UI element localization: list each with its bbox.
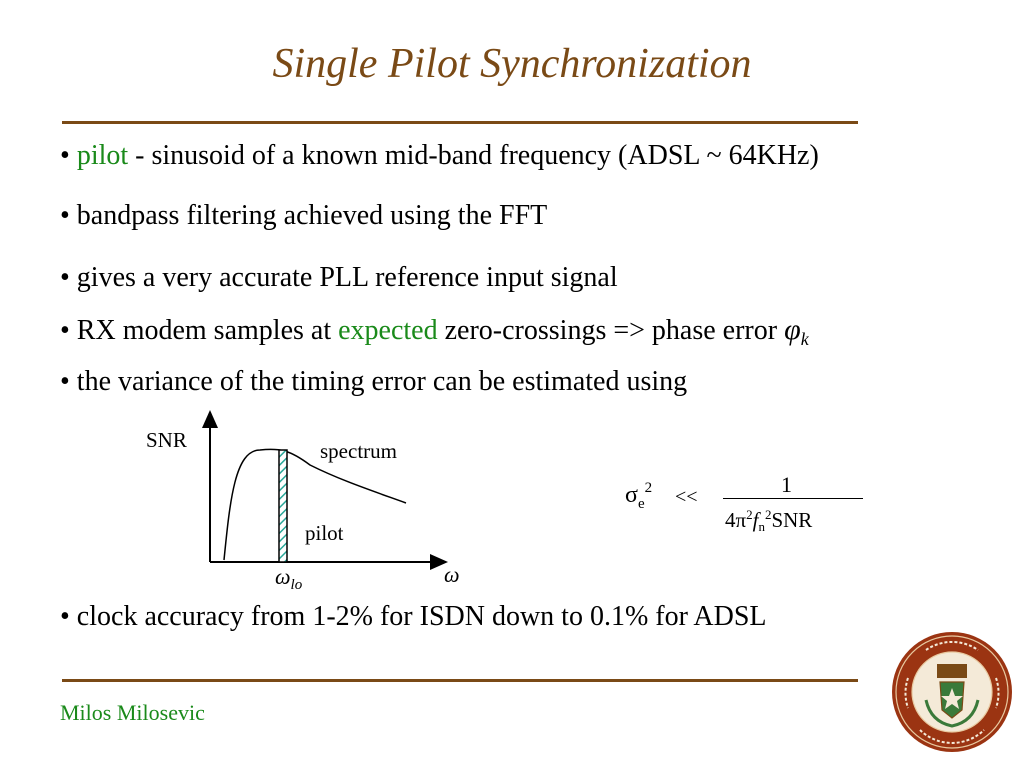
pilot-label: pilot bbox=[305, 521, 344, 545]
bullet-pll: • gives a very accurate PLL reference input signal bbox=[60, 262, 618, 293]
y-axis-label: SNR bbox=[146, 428, 187, 452]
variance-formula bbox=[625, 470, 875, 540]
bullet-prefix: • RX modem samples at bbox=[60, 315, 339, 346]
formula-relation: << bbox=[675, 486, 698, 508]
slide-title: Single Pilot Synchronization bbox=[272, 41, 752, 87]
author-footer: Milos Milosevic bbox=[60, 700, 205, 725]
bullet-clock-accuracy: • clock accuracy from 1-2% for ISDN down to 0.1% for ADSL bbox=[60, 601, 767, 632]
bullet-text: zero-crossings => phase error bbox=[437, 315, 785, 346]
omega-lo-label bbox=[275, 564, 303, 593]
pilot-term: pilot bbox=[76, 140, 129, 171]
seal-icon bbox=[890, 630, 1014, 754]
omega-subscript: lo bbox=[290, 577, 303, 593]
spectrum-figure bbox=[130, 410, 490, 600]
formula-numerator: 1 bbox=[781, 472, 792, 497]
omega-symbol: ω bbox=[275, 564, 291, 589]
phase-error-symbol: φ bbox=[784, 313, 801, 346]
bottom-divider bbox=[62, 679, 858, 682]
top-divider bbox=[62, 121, 858, 124]
university-seal-logo bbox=[890, 630, 1014, 754]
bullet-bandpass: • bandpass filtering achieved using the FFT bbox=[60, 200, 548, 231]
bullet-variance: • the variance of the timing error can be estimated using bbox=[60, 366, 688, 397]
phase-error-subscript: k bbox=[800, 329, 809, 349]
expected-term: expected bbox=[338, 315, 438, 346]
formula-denominator: $4\pi^2fn^2SNR$ bbox=[725, 507, 813, 534]
spectrum-label: spectrum bbox=[320, 439, 397, 463]
bullet-prefix: • bbox=[60, 140, 77, 171]
bullet-pilot bbox=[60, 139, 819, 173]
sigma-superscript: 2 bbox=[644, 480, 653, 496]
fraction-bar bbox=[723, 498, 863, 499]
x-axis-label: ω bbox=[444, 562, 460, 587]
bullet-text: - sinusoid of a known mid-band frequency (ADSL ~ 64KHz) bbox=[128, 140, 819, 171]
bullet-rx-modem bbox=[60, 313, 809, 350]
pilot-band bbox=[279, 450, 287, 562]
sigma-symbol: σ bbox=[625, 482, 638, 508]
formula-lhs bbox=[625, 480, 653, 512]
sigma-subscript: e bbox=[637, 496, 645, 512]
